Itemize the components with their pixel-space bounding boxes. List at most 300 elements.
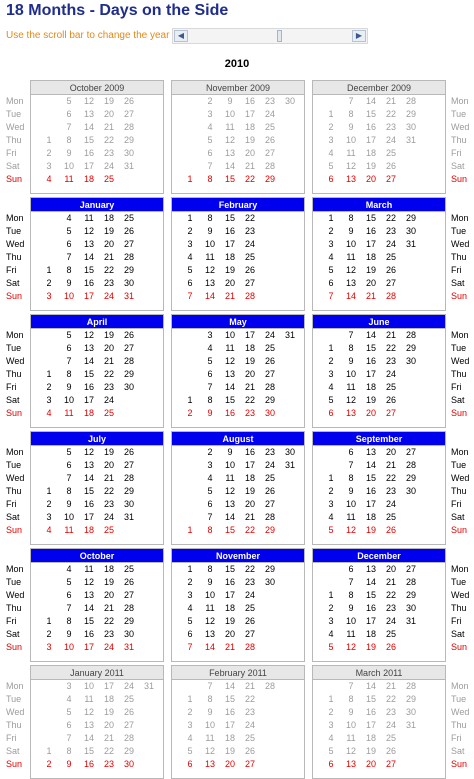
day-cell[interactable]: 22 xyxy=(103,135,114,145)
day-cell[interactable]: 4 xyxy=(46,174,52,184)
day-cell[interactable]: 15 xyxy=(365,473,376,483)
day-cell[interactable]: 7 xyxy=(348,577,354,587)
day-cell[interactable]: 10 xyxy=(204,590,215,600)
day-cell[interactable]: 21 xyxy=(244,161,255,171)
day-cell[interactable]: 6 xyxy=(328,759,334,769)
day-cell[interactable]: 19 xyxy=(365,395,376,405)
day-cell[interactable]: 5 xyxy=(328,395,334,405)
day-cell[interactable]: 10 xyxy=(204,720,215,730)
day-cell[interactable]: 22 xyxy=(385,694,396,704)
year-scrollbar[interactable] xyxy=(172,28,368,44)
day-cell[interactable]: 30 xyxy=(123,278,134,288)
day-cell[interactable]: 30 xyxy=(123,148,134,158)
day-cell[interactable]: 12 xyxy=(224,356,235,366)
day-cell[interactable]: 12 xyxy=(345,395,356,405)
day-cell[interactable]: 23 xyxy=(103,278,114,288)
day-cell[interactable]: 5 xyxy=(328,525,334,535)
day-cell[interactable]: 31 xyxy=(123,291,134,301)
day-cell[interactable]: 11 xyxy=(84,213,94,223)
day-cell[interactable]: 14 xyxy=(83,473,94,483)
day-cell[interactable]: 7 xyxy=(348,96,354,106)
day-cell[interactable]: 28 xyxy=(123,252,134,262)
day-cell[interactable]: 30 xyxy=(123,499,134,509)
day-cell[interactable]: 17 xyxy=(365,499,376,509)
day-cell[interactable]: 4 xyxy=(328,252,334,262)
day-cell[interactable]: 10 xyxy=(224,460,235,470)
day-cell[interactable]: 12 xyxy=(204,616,215,626)
day-cell[interactable]: 3 xyxy=(46,395,52,405)
day-cell[interactable]: 18 xyxy=(365,512,376,522)
day-cell[interactable]: 30 xyxy=(405,122,416,132)
day-cell[interactable]: 26 xyxy=(385,642,396,652)
day-cell[interactable]: 23 xyxy=(385,356,396,366)
day-cell[interactable]: 31 xyxy=(123,161,134,171)
day-cell[interactable]: 11 xyxy=(346,252,356,262)
day-cell[interactable]: 22 xyxy=(244,395,255,405)
day-cell[interactable]: 12 xyxy=(345,161,356,171)
day-cell[interactable]: 7 xyxy=(348,681,354,691)
day-cell[interactable]: 10 xyxy=(204,239,215,249)
day-cell[interactable]: 2 xyxy=(328,603,334,613)
day-cell[interactable]: 13 xyxy=(83,590,94,600)
day-cell[interactable]: 3 xyxy=(46,161,52,171)
day-cell[interactable]: 9 xyxy=(66,499,72,509)
day-cell[interactable]: 11 xyxy=(64,408,74,418)
day-cell[interactable]: 21 xyxy=(385,681,396,691)
day-cell[interactable]: 24 xyxy=(385,616,396,626)
day-cell[interactable]: 22 xyxy=(244,694,255,704)
day-cell[interactable]: 8 xyxy=(66,486,72,496)
day-cell[interactable]: 13 xyxy=(83,460,94,470)
day-cell[interactable]: 9 xyxy=(66,278,72,288)
day-cell[interactable]: 27 xyxy=(244,278,255,288)
day-cell[interactable]: 18 xyxy=(224,603,235,613)
day-cell[interactable]: 10 xyxy=(224,109,235,119)
day-cell[interactable]: 8 xyxy=(66,746,72,756)
day-cell[interactable]: 3 xyxy=(328,135,334,145)
day-cell[interactable]: 27 xyxy=(244,759,255,769)
day-cell[interactable]: 28 xyxy=(244,291,255,301)
day-cell[interactable]: 11 xyxy=(84,694,94,704)
day-cell[interactable]: 15 xyxy=(224,174,235,184)
day-cell[interactable]: 1 xyxy=(46,486,52,496)
day-cell[interactable]: 9 xyxy=(348,226,354,236)
day-cell[interactable]: 22 xyxy=(103,265,114,275)
day-cell[interactable]: 11 xyxy=(346,733,356,743)
day-cell[interactable]: 2 xyxy=(46,759,52,769)
day-cell[interactable]: 5 xyxy=(328,746,334,756)
day-cell[interactable]: 28 xyxy=(123,733,134,743)
day-cell[interactable]: 31 xyxy=(123,512,134,522)
day-cell[interactable]: 5 xyxy=(66,330,72,340)
day-cell[interactable]: 21 xyxy=(224,291,235,301)
day-cell[interactable]: 12 xyxy=(83,226,94,236)
day-cell[interactable]: 13 xyxy=(83,109,94,119)
day-cell[interactable]: 17 xyxy=(83,161,94,171)
day-cell[interactable]: 19 xyxy=(224,616,235,626)
day-cell[interactable]: 7 xyxy=(187,642,193,652)
day-cell[interactable]: 21 xyxy=(224,642,235,652)
day-cell[interactable]: 28 xyxy=(123,356,134,366)
day-cell[interactable]: 13 xyxy=(83,343,94,353)
day-cell[interactable]: 29 xyxy=(405,109,416,119)
day-cell[interactable]: 7 xyxy=(207,681,213,691)
day-cell[interactable]: 1 xyxy=(46,369,52,379)
day-cell[interactable]: 9 xyxy=(348,603,354,613)
day-cell[interactable]: 8 xyxy=(348,694,354,704)
day-cell[interactable]: 23 xyxy=(244,707,255,717)
day-cell[interactable]: 9 xyxy=(227,96,233,106)
day-cell[interactable]: 6 xyxy=(187,759,193,769)
day-cell[interactable]: 26 xyxy=(123,96,134,106)
day-cell[interactable]: 23 xyxy=(385,603,396,613)
day-cell[interactable]: 13 xyxy=(83,239,94,249)
day-cell[interactable]: 26 xyxy=(385,746,396,756)
day-cell[interactable]: 24 xyxy=(103,395,114,405)
day-cell[interactable]: 7 xyxy=(66,356,72,366)
day-cell[interactable]: 28 xyxy=(405,330,416,340)
day-cell[interactable]: 6 xyxy=(328,174,334,184)
day-cell[interactable]: 20 xyxy=(103,239,114,249)
day-cell[interactable]: 14 xyxy=(83,603,94,613)
day-cell[interactable]: 18 xyxy=(365,252,376,262)
day-cell[interactable]: 24 xyxy=(103,161,114,171)
day-cell[interactable]: 28 xyxy=(405,96,416,106)
day-cell[interactable]: 4 xyxy=(66,694,72,704)
day-cell[interactable]: 10 xyxy=(345,369,356,379)
day-cell[interactable]: 17 xyxy=(224,239,235,249)
day-cell[interactable]: 27 xyxy=(405,447,416,457)
day-cell[interactable]: 21 xyxy=(244,382,255,392)
day-cell[interactable]: 4 xyxy=(46,408,52,418)
day-cell[interactable]: 20 xyxy=(103,590,114,600)
day-cell[interactable]: 6 xyxy=(328,278,334,288)
day-cell[interactable]: 19 xyxy=(103,226,114,236)
day-cell[interactable]: 4 xyxy=(66,564,72,574)
day-cell[interactable]: 17 xyxy=(365,720,376,730)
day-cell[interactable]: 5 xyxy=(187,616,193,626)
day-cell[interactable]: 14 xyxy=(83,122,94,132)
day-cell[interactable]: 26 xyxy=(123,226,134,236)
day-cell[interactable]: 4 xyxy=(187,252,193,262)
day-cell[interactable]: 18 xyxy=(83,525,94,535)
day-cell[interactable]: 12 xyxy=(345,746,356,756)
day-cell[interactable]: 28 xyxy=(385,291,396,301)
day-cell[interactable]: 6 xyxy=(66,460,72,470)
day-cell[interactable]: 7 xyxy=(66,122,72,132)
day-cell[interactable]: 11 xyxy=(225,473,235,483)
day-cell[interactable]: 25 xyxy=(244,252,255,262)
day-cell[interactable]: 3 xyxy=(328,616,334,626)
day-cell[interactable]: 14 xyxy=(83,356,94,366)
day-cell[interactable]: 10 xyxy=(63,291,74,301)
day-cell[interactable]: 6 xyxy=(66,239,72,249)
day-cell[interactable]: 11 xyxy=(346,629,356,639)
day-cell[interactable]: 13 xyxy=(83,720,94,730)
day-cell[interactable]: 26 xyxy=(264,135,275,145)
day-cell[interactable]: 25 xyxy=(385,733,396,743)
day-cell[interactable]: 4 xyxy=(328,629,334,639)
day-cell[interactable]: 27 xyxy=(385,759,396,769)
day-cell[interactable]: 16 xyxy=(224,226,235,236)
day-cell[interactable]: 3 xyxy=(46,512,52,522)
day-cell[interactable]: 17 xyxy=(83,291,94,301)
day-cell[interactable]: 10 xyxy=(63,395,74,405)
day-cell[interactable]: 11 xyxy=(225,122,235,132)
day-cell[interactable]: 20 xyxy=(103,720,114,730)
day-cell[interactable]: 5 xyxy=(328,161,334,171)
day-cell[interactable]: 21 xyxy=(103,356,114,366)
day-cell[interactable]: 28 xyxy=(123,603,134,613)
day-cell[interactable]: 10 xyxy=(345,720,356,730)
day-cell[interactable]: 28 xyxy=(264,161,275,171)
day-cell[interactable]: 29 xyxy=(264,564,275,574)
day-cell[interactable]: 1 xyxy=(328,473,334,483)
day-cell[interactable]: 8 xyxy=(207,694,213,704)
day-cell[interactable]: 24 xyxy=(103,642,114,652)
day-cell[interactable]: 23 xyxy=(385,707,396,717)
day-cell[interactable]: 6 xyxy=(66,720,72,730)
scroll-left-arrow-icon[interactable]: ◀ xyxy=(174,30,188,42)
day-cell[interactable]: 23 xyxy=(264,96,275,106)
day-cell[interactable]: 24 xyxy=(264,460,275,470)
day-cell[interactable]: 6 xyxy=(207,499,213,509)
day-cell[interactable]: 13 xyxy=(224,369,235,379)
day-cell[interactable]: 18 xyxy=(244,343,255,353)
day-cell[interactable]: 29 xyxy=(264,174,275,184)
day-cell[interactable]: 24 xyxy=(244,590,255,600)
day-cell[interactable]: 22 xyxy=(385,590,396,600)
day-cell[interactable]: 27 xyxy=(123,590,134,600)
day-cell[interactable]: 24 xyxy=(264,109,275,119)
day-cell[interactable]: 14 xyxy=(224,382,235,392)
day-cell[interactable]: 18 xyxy=(224,252,235,262)
day-cell[interactable]: 20 xyxy=(103,109,114,119)
day-cell[interactable]: 15 xyxy=(365,343,376,353)
day-cell[interactable]: 22 xyxy=(244,213,255,223)
day-cell[interactable]: 6 xyxy=(66,343,72,353)
day-cell[interactable]: 7 xyxy=(207,161,213,171)
day-cell[interactable]: 7 xyxy=(328,291,334,301)
day-cell[interactable]: 11 xyxy=(346,382,356,392)
day-cell[interactable]: 20 xyxy=(244,148,255,158)
day-cell[interactable]: 2 xyxy=(328,707,334,717)
day-cell[interactable]: 16 xyxy=(224,707,235,717)
day-cell[interactable]: 7 xyxy=(187,291,193,301)
day-cell[interactable]: 10 xyxy=(224,330,235,340)
day-cell[interactable]: 19 xyxy=(103,330,114,340)
day-cell[interactable]: 8 xyxy=(207,564,213,574)
day-cell[interactable]: 15 xyxy=(365,213,376,223)
day-cell[interactable]: 23 xyxy=(244,408,255,418)
day-cell[interactable]: 18 xyxy=(365,629,376,639)
day-cell[interactable]: 20 xyxy=(244,499,255,509)
day-cell[interactable]: 17 xyxy=(224,720,235,730)
day-cell[interactable]: 28 xyxy=(264,382,275,392)
day-cell[interactable]: 29 xyxy=(123,486,134,496)
day-cell[interactable]: 30 xyxy=(405,603,416,613)
day-cell[interactable]: 2 xyxy=(328,226,334,236)
day-cell[interactable]: 13 xyxy=(204,278,215,288)
day-cell[interactable]: 5 xyxy=(66,96,72,106)
day-cell[interactable]: 11 xyxy=(346,512,356,522)
day-cell[interactable]: 3 xyxy=(328,499,334,509)
day-cell[interactable]: 19 xyxy=(244,486,255,496)
day-cell[interactable]: 13 xyxy=(345,278,356,288)
day-cell[interactable]: 23 xyxy=(244,226,255,236)
day-cell[interactable]: 7 xyxy=(207,382,213,392)
day-cell[interactable]: 4 xyxy=(207,343,213,353)
day-cell[interactable]: 14 xyxy=(204,291,215,301)
day-cell[interactable]: 1 xyxy=(328,590,334,600)
day-cell[interactable]: 1 xyxy=(328,109,334,119)
day-cell[interactable]: 18 xyxy=(83,408,94,418)
day-cell[interactable]: 21 xyxy=(244,681,255,691)
day-cell[interactable]: 27 xyxy=(264,369,275,379)
day-cell[interactable]: 23 xyxy=(103,759,114,769)
day-cell[interactable]: 19 xyxy=(365,265,376,275)
day-cell[interactable]: 18 xyxy=(244,473,255,483)
day-cell[interactable]: 18 xyxy=(224,733,235,743)
day-cell[interactable]: 29 xyxy=(123,746,134,756)
day-cell[interactable]: 29 xyxy=(264,525,275,535)
day-cell[interactable]: 24 xyxy=(103,291,114,301)
day-cell[interactable]: 3 xyxy=(46,642,52,652)
day-cell[interactable]: 1 xyxy=(46,135,52,145)
day-cell[interactable]: 15 xyxy=(365,694,376,704)
day-cell[interactable]: 5 xyxy=(187,265,193,275)
day-cell[interactable]: 23 xyxy=(264,447,275,457)
day-cell[interactable]: 22 xyxy=(385,473,396,483)
day-cell[interactable]: 31 xyxy=(284,460,295,470)
day-cell[interactable]: 7 xyxy=(66,252,72,262)
day-cell[interactable]: 31 xyxy=(143,681,154,691)
day-cell[interactable]: 16 xyxy=(83,382,94,392)
day-cell[interactable]: 21 xyxy=(103,473,114,483)
day-cell[interactable]: 15 xyxy=(224,525,235,535)
day-cell[interactable]: 3 xyxy=(207,330,213,340)
day-cell[interactable]: 25 xyxy=(244,603,255,613)
day-cell[interactable]: 16 xyxy=(365,226,376,236)
day-cell[interactable]: 20 xyxy=(224,759,235,769)
day-cell[interactable]: 5 xyxy=(207,486,213,496)
day-cell[interactable]: 31 xyxy=(405,135,416,145)
day-cell[interactable]: 3 xyxy=(328,720,334,730)
day-cell[interactable]: 20 xyxy=(385,564,396,574)
day-cell[interactable]: 5 xyxy=(328,642,334,652)
day-cell[interactable]: 10 xyxy=(345,616,356,626)
day-cell[interactable]: 24 xyxy=(385,720,396,730)
day-cell[interactable]: 19 xyxy=(103,447,114,457)
day-cell[interactable]: 20 xyxy=(224,278,235,288)
day-cell[interactable]: 25 xyxy=(244,733,255,743)
day-cell[interactable]: 21 xyxy=(385,330,396,340)
day-cell[interactable]: 4 xyxy=(187,733,193,743)
day-cell[interactable]: 3 xyxy=(187,720,193,730)
day-cell[interactable]: 25 xyxy=(385,148,396,158)
day-cell[interactable]: 2 xyxy=(46,278,52,288)
day-cell[interactable]: 6 xyxy=(207,369,213,379)
day-cell[interactable]: 8 xyxy=(66,369,72,379)
day-cell[interactable]: 12 xyxy=(83,707,94,717)
day-cell[interactable]: 16 xyxy=(224,577,235,587)
day-cell[interactable]: 2 xyxy=(46,629,52,639)
day-cell[interactable]: 21 xyxy=(244,512,255,522)
day-cell[interactable]: 2 xyxy=(46,382,52,392)
day-cell[interactable]: 30 xyxy=(264,577,275,587)
day-cell[interactable]: 13 xyxy=(224,499,235,509)
day-cell[interactable]: 10 xyxy=(63,512,74,522)
day-cell[interactable]: 18 xyxy=(103,694,114,704)
day-cell[interactable]: 24 xyxy=(264,330,275,340)
day-cell[interactable]: 30 xyxy=(123,759,134,769)
day-cell[interactable]: 8 xyxy=(348,109,354,119)
day-cell[interactable]: 27 xyxy=(264,499,275,509)
day-cell[interactable]: 14 xyxy=(365,96,376,106)
day-cell[interactable]: 28 xyxy=(405,577,416,587)
day-cell[interactable]: 20 xyxy=(365,174,376,184)
day-cell[interactable]: 1 xyxy=(187,395,193,405)
day-cell[interactable]: 31 xyxy=(405,239,416,249)
day-cell[interactable]: 27 xyxy=(123,720,134,730)
day-cell[interactable]: 29 xyxy=(405,694,416,704)
day-cell[interactable]: 29 xyxy=(405,473,416,483)
day-cell[interactable]: 27 xyxy=(123,109,134,119)
day-cell[interactable]: 26 xyxy=(385,525,396,535)
day-cell[interactable]: 25 xyxy=(385,629,396,639)
day-cell[interactable]: 8 xyxy=(348,590,354,600)
day-cell[interactable]: 13 xyxy=(345,759,356,769)
day-cell[interactable]: 4 xyxy=(46,525,52,535)
day-cell[interactable]: 13 xyxy=(365,447,376,457)
day-cell[interactable]: 8 xyxy=(66,265,72,275)
day-cell[interactable]: 28 xyxy=(405,681,416,691)
day-cell[interactable]: 30 xyxy=(405,707,416,717)
day-cell[interactable]: 22 xyxy=(385,109,396,119)
day-cell[interactable]: 20 xyxy=(365,278,376,288)
day-cell[interactable]: 23 xyxy=(103,499,114,509)
day-cell[interactable]: 9 xyxy=(207,577,213,587)
day-cell[interactable]: 29 xyxy=(123,616,134,626)
day-cell[interactable]: 8 xyxy=(207,525,213,535)
day-cell[interactable]: 14 xyxy=(204,642,215,652)
day-cell[interactable]: 14 xyxy=(365,681,376,691)
day-cell[interactable]: 12 xyxy=(83,96,94,106)
day-cell[interactable]: 2 xyxy=(328,356,334,366)
day-cell[interactable]: 28 xyxy=(264,681,275,691)
day-cell[interactable]: 9 xyxy=(207,408,213,418)
day-cell[interactable]: 6 xyxy=(66,590,72,600)
day-cell[interactable]: 31 xyxy=(405,616,416,626)
day-cell[interactable]: 19 xyxy=(365,642,376,652)
day-cell[interactable]: 9 xyxy=(348,122,354,132)
day-cell[interactable]: 1 xyxy=(187,694,193,704)
day-cell[interactable]: 5 xyxy=(207,356,213,366)
day-cell[interactable]: 19 xyxy=(103,577,114,587)
day-cell[interactable]: 1 xyxy=(46,265,52,275)
day-cell[interactable]: 6 xyxy=(66,109,72,119)
day-cell[interactable]: 16 xyxy=(365,486,376,496)
day-cell[interactable]: 2 xyxy=(187,226,193,236)
day-cell[interactable]: 5 xyxy=(66,226,72,236)
day-cell[interactable]: 12 xyxy=(224,486,235,496)
day-cell[interactable]: 26 xyxy=(123,447,134,457)
day-cell[interactable]: 11 xyxy=(205,733,215,743)
day-cell[interactable]: 27 xyxy=(123,239,134,249)
day-cell[interactable]: 1 xyxy=(187,174,193,184)
day-cell[interactable]: 22 xyxy=(244,174,255,184)
day-cell[interactable]: 26 xyxy=(264,486,275,496)
